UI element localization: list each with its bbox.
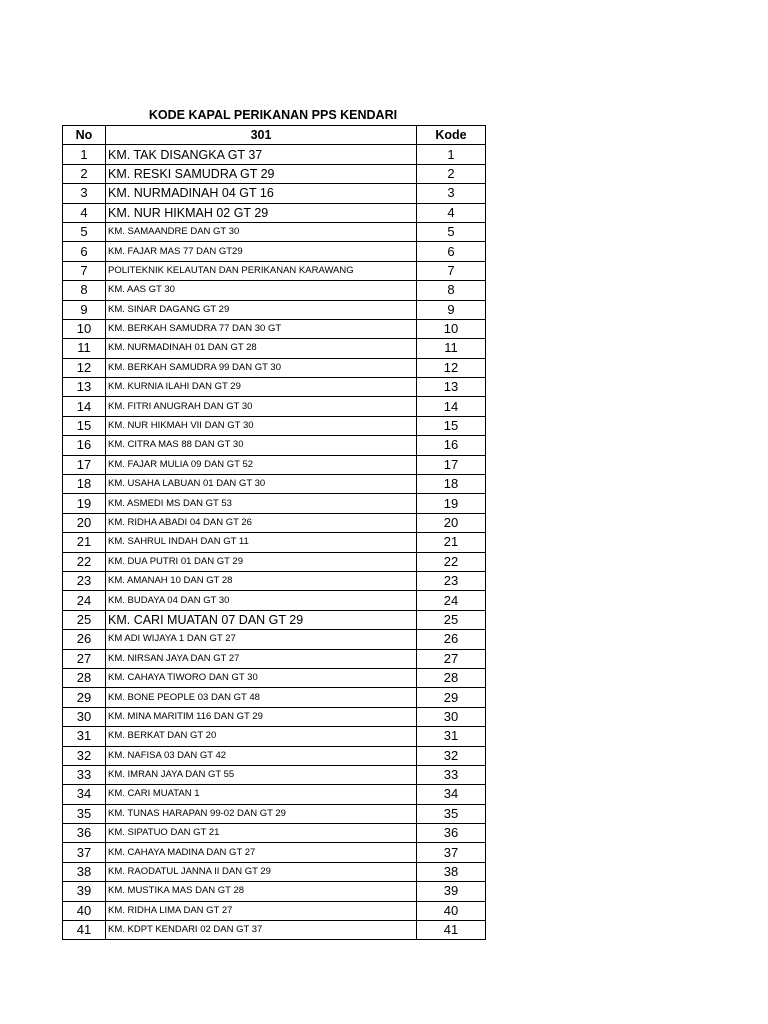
row-number: 23 [63, 571, 106, 590]
table-row [63, 765, 486, 784]
row-number: 34 [63, 785, 106, 804]
row-number: 28 [63, 668, 106, 687]
row-number: 18 [63, 475, 106, 494]
table-row [63, 203, 486, 222]
row-number: 1 [63, 145, 106, 164]
table-row [63, 184, 486, 203]
row-number: 27 [63, 649, 106, 668]
table-row [63, 145, 486, 164]
vessel-name: KM. NAFISA 03 DAN GT 42 [106, 746, 417, 765]
table-row [63, 804, 486, 823]
vessel-code: 20 [417, 513, 486, 532]
table-row [63, 591, 486, 610]
vessel-name: KM. CAHAYA MADINA DAN GT 27 [106, 843, 417, 862]
vessel-code: 19 [417, 494, 486, 513]
vessel-name: KM. SIPATUO DAN GT 21 [106, 824, 417, 843]
row-number: 9 [63, 300, 106, 319]
table-row [63, 164, 486, 183]
row-number: 40 [63, 901, 106, 920]
vessel-name: KM. NURMADINAH 04 GT 16 [106, 184, 417, 203]
table-row [63, 707, 486, 726]
row-number: 5 [63, 222, 106, 241]
row-number: 39 [63, 882, 106, 901]
table-row [63, 339, 486, 358]
vessel-code: 15 [417, 416, 486, 435]
vessel-name: KM. RAODATUL JANNA II DAN GT 29 [106, 862, 417, 881]
vessel-code: 38 [417, 862, 486, 881]
vessel-code: 1 [417, 145, 486, 164]
row-number: 37 [63, 843, 106, 862]
table-row [63, 378, 486, 397]
row-number: 13 [63, 378, 106, 397]
vessel-code: 14 [417, 397, 486, 416]
table-row [63, 552, 486, 571]
column-header-name: 301 [106, 126, 417, 145]
vessel-code: 17 [417, 455, 486, 474]
vessel-code: 3 [417, 184, 486, 203]
vessel-code: 40 [417, 901, 486, 920]
vessel-name: KM. MUSTIKA MAS DAN GT 28 [106, 882, 417, 901]
row-number: 11 [63, 339, 106, 358]
vessel-name: KM. SAHRUL INDAH DAN GT 11 [106, 533, 417, 552]
row-number: 8 [63, 281, 106, 300]
table-row [63, 358, 486, 377]
table-row [63, 513, 486, 532]
row-number: 38 [63, 862, 106, 881]
vessel-code: 35 [417, 804, 486, 823]
row-number: 17 [63, 455, 106, 474]
vessel-name: KM. CARI MUATAN 1 [106, 785, 417, 804]
row-number: 32 [63, 746, 106, 765]
table-row [63, 494, 486, 513]
vessel-name: KM. KURNIA ILAHI DAN GT 29 [106, 378, 417, 397]
row-number: 2 [63, 164, 106, 183]
row-number: 3 [63, 184, 106, 203]
vessel-code: 39 [417, 882, 486, 901]
table-row [63, 222, 486, 241]
table-header-row [63, 126, 486, 145]
table-row [63, 727, 486, 746]
row-number: 29 [63, 688, 106, 707]
table-row [63, 455, 486, 474]
table-row [63, 862, 486, 881]
row-number: 36 [63, 824, 106, 843]
row-number: 26 [63, 630, 106, 649]
row-number: 12 [63, 358, 106, 377]
vessel-code-table [62, 125, 486, 940]
table-row [63, 416, 486, 435]
vessel-code: 26 [417, 630, 486, 649]
row-number: 25 [63, 610, 106, 629]
vessel-code: 16 [417, 436, 486, 455]
table-row [63, 785, 486, 804]
table-row [63, 630, 486, 649]
vessel-name: KM. CITRA MAS 88 DAN GT 30 [106, 436, 417, 455]
vessel-name: KM. FAJAR MULIA 09 DAN GT 52 [106, 455, 417, 474]
vessel-name: KM. RESKI SAMUDRA GT 29 [106, 164, 417, 183]
vessel-name: KM. CARI MUATAN 07 DAN GT 29 [106, 610, 417, 629]
vessel-name: KM. CAHAYA TIWORO DAN GT 30 [106, 668, 417, 687]
row-number: 4 [63, 203, 106, 222]
vessel-code: 21 [417, 533, 486, 552]
table-row [63, 571, 486, 590]
vessel-name: KM. MINA MARITIM 116 DAN GT 29 [106, 707, 417, 726]
vessel-code: 30 [417, 707, 486, 726]
vessel-code: 25 [417, 610, 486, 629]
table-row [63, 397, 486, 416]
table-row [63, 921, 486, 940]
vessel-code: 23 [417, 571, 486, 590]
row-number: 10 [63, 319, 106, 338]
row-number: 16 [63, 436, 106, 455]
vessel-code: 10 [417, 319, 486, 338]
vessel-code: 4 [417, 203, 486, 222]
vessel-name: KM. ASMEDI MS DAN GT 53 [106, 494, 417, 513]
vessel-name: KM. NUR HIKMAH 02 GT 29 [106, 203, 417, 222]
vessel-name: KM. KDPT KENDARI 02 DAN GT 37 [106, 921, 417, 940]
vessel-code: 8 [417, 281, 486, 300]
row-number: 6 [63, 242, 106, 261]
vessel-name: KM. AMANAH 10 DAN GT 28 [106, 571, 417, 590]
vessel-code: 36 [417, 824, 486, 843]
vessel-code: 31 [417, 727, 486, 746]
document-title: KODE KAPAL PERIKANAN PPS KENDARI [148, 108, 398, 122]
vessel-code: 11 [417, 339, 486, 358]
vessel-name: KM. IMRAN JAYA DAN GT 55 [106, 765, 417, 784]
vessel-code: 33 [417, 765, 486, 784]
row-number: 30 [63, 707, 106, 726]
vessel-name: KM. BUDAYA 04 DAN GT 30 [106, 591, 417, 610]
vessel-name: KM. FITRI ANUGRAH DAN GT 30 [106, 397, 417, 416]
vessel-code: 41 [417, 921, 486, 940]
vessel-name: KM. BERKAT DAN GT 20 [106, 727, 417, 746]
table-row [63, 668, 486, 687]
vessel-name: KM. BONE PEOPLE 03 DAN GT 48 [106, 688, 417, 707]
table-row [63, 649, 486, 668]
column-header-kode: Kode [417, 126, 486, 145]
vessel-code: 7 [417, 261, 486, 280]
vessel-name: KM. USAHA LABUAN 01 DAN GT 30 [106, 475, 417, 494]
table-row [63, 533, 486, 552]
vessel-name: KM. FAJAR MAS 77 DAN GT29 [106, 242, 417, 261]
vessel-code: 29 [417, 688, 486, 707]
vessel-code: 32 [417, 746, 486, 765]
vessel-code: 34 [417, 785, 486, 804]
table-row [63, 281, 486, 300]
table-row [63, 436, 486, 455]
vessel-code: 6 [417, 242, 486, 261]
row-number: 35 [63, 804, 106, 823]
table-row [63, 901, 486, 920]
vessel-name: POLITEKNIK KELAUTAN DAN PERIKANAN KARAWANG [106, 261, 417, 280]
vessel-code: 37 [417, 843, 486, 862]
vessel-code: 12 [417, 358, 486, 377]
vessel-name: KM. BERKAH SAMUDRA 77 DAN 30 GT [106, 319, 417, 338]
table-row [63, 242, 486, 261]
row-number: 24 [63, 591, 106, 610]
row-number: 22 [63, 552, 106, 571]
row-number: 21 [63, 533, 106, 552]
vessel-name: KM. AAS GT 30 [106, 281, 417, 300]
vessel-name: KM. NUR HIKMAH VII DAN GT 30 [106, 416, 417, 435]
vessel-code: 24 [417, 591, 486, 610]
table-row [63, 300, 486, 319]
vessel-name: KM. SAMAANDRE DAN GT 30 [106, 222, 417, 241]
table-row [63, 882, 486, 901]
table-row [63, 610, 486, 629]
row-number: 31 [63, 727, 106, 746]
row-number: 14 [63, 397, 106, 416]
table-row [63, 261, 486, 280]
table-row [63, 319, 486, 338]
table-body [63, 145, 486, 940]
column-header-no: No [63, 126, 106, 145]
row-number: 20 [63, 513, 106, 532]
vessel-name: KM. TAK DISANGKA GT 37 [106, 145, 417, 164]
vessel-code: 28 [417, 668, 486, 687]
vessel-code: 9 [417, 300, 486, 319]
table-row [63, 824, 486, 843]
vessel-name: KM. TUNAS HARAPAN 99-02 DAN GT 29 [106, 804, 417, 823]
vessel-code: 2 [417, 164, 486, 183]
vessel-code: 27 [417, 649, 486, 668]
vessel-name: KM. NURMADINAH 01 DAN GT 28 [106, 339, 417, 358]
table-row [63, 746, 486, 765]
vessel-name: KM. RIDHA ABADI 04 DAN GT 26 [106, 513, 417, 532]
row-number: 19 [63, 494, 106, 513]
vessel-name: KM. NIRSAN JAYA DAN GT 27 [106, 649, 417, 668]
vessel-code: 22 [417, 552, 486, 571]
vessel-code: 18 [417, 475, 486, 494]
table-row [63, 843, 486, 862]
vessel-name: KM ADI WIJAYA 1 DAN GT 27 [106, 630, 417, 649]
vessel-name: KM. SINAR DAGANG GT 29 [106, 300, 417, 319]
vessel-name: KM. RIDHA LIMA DAN GT 27 [106, 901, 417, 920]
row-number: 7 [63, 261, 106, 280]
vessel-name: KM. BERKAH SAMUDRA 99 DAN GT 30 [106, 358, 417, 377]
vessel-code: 5 [417, 222, 486, 241]
row-number: 41 [63, 921, 106, 940]
vessel-code: 13 [417, 378, 486, 397]
row-number: 15 [63, 416, 106, 435]
table-row [63, 475, 486, 494]
table-row [63, 688, 486, 707]
row-number: 33 [63, 765, 106, 784]
vessel-name: KM. DUA PUTRI 01 DAN GT 29 [106, 552, 417, 571]
